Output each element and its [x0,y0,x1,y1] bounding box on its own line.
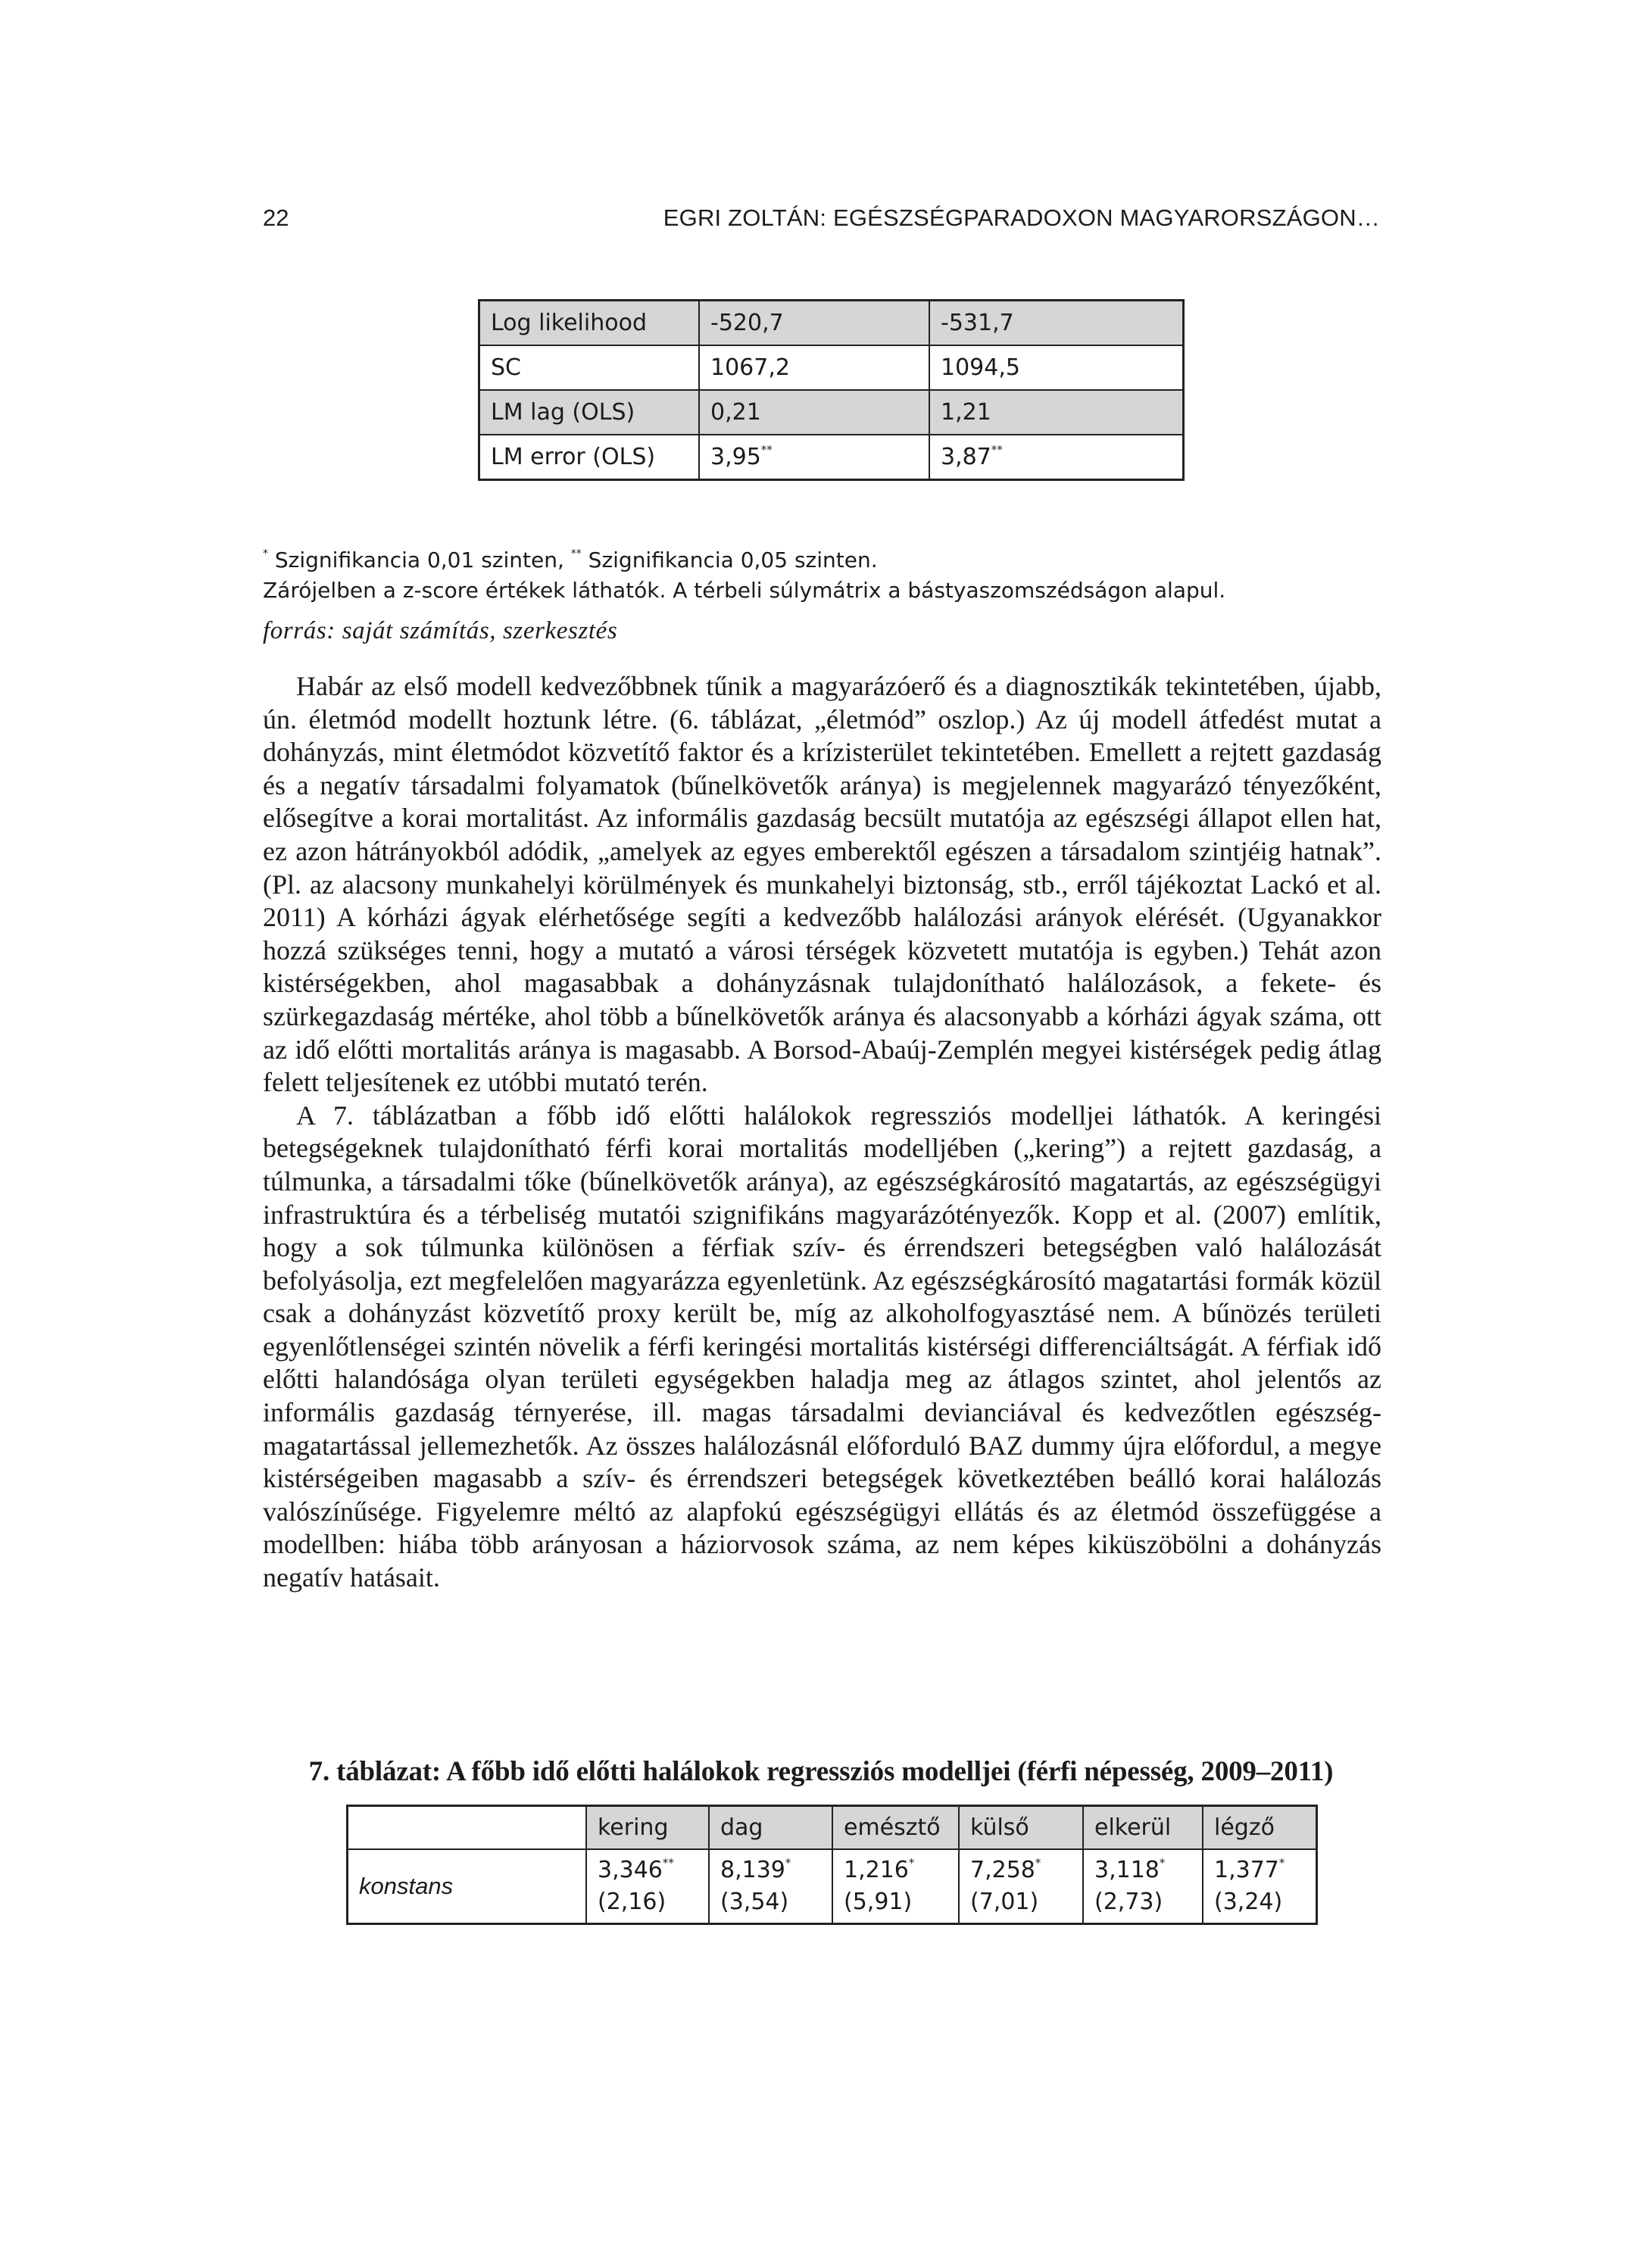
table-header-row [348,1806,1317,1850]
column-header: emésztő [832,1806,959,1850]
table-cell [959,1849,1083,1924]
table-cell [1203,1849,1317,1924]
z-score: (7,01) [970,1889,1039,1915]
zscore-note: Zárójelben a z-score értékek láthatók. A térbeli súlymátrix a bástyaszomszédságon alapul. [263,578,1226,603]
row-label: SC [479,345,700,390]
column-header: kering [586,1806,709,1850]
running-head: EGRI ZOLTÁN: EGÉSZSÉGPARADOXON MAGYARORSZÁGON… [663,204,1380,231]
significance-mark: ** [991,442,1003,457]
empty-header-cell [348,1806,587,1850]
table-row [479,390,1184,435]
z-score: (3,24) [1214,1889,1283,1915]
significance-mark: * [1278,1855,1285,1870]
cell-value: 3,87 [941,444,991,470]
regression-table [346,1805,1318,1925]
column-header: elkerül [1083,1806,1203,1850]
column-header: légző [1203,1806,1317,1850]
cell-value: -531,7 [941,310,1014,336]
cell-value: 1,21 [941,399,991,426]
significance-mark: * [1159,1855,1166,1870]
page-header [0,204,1642,235]
table-cell [929,435,1184,480]
row-label: Log likelihood [479,301,700,346]
significance-mark: * [785,1855,791,1870]
significance-mark: ** [662,1855,674,1870]
coefficient: 3,346 [598,1857,663,1883]
diagnostics-table [478,299,1185,481]
table-cell [709,1849,832,1924]
z-score: (3,54) [720,1889,789,1915]
footnote-mark: * [263,548,268,560]
coefficient: 7,258 [970,1857,1035,1883]
table-row [479,301,1184,346]
table-row [479,345,1184,390]
body-text [263,670,1381,1595]
table-cell [586,1849,709,1924]
z-score: (2,16) [598,1889,666,1915]
paragraph: A 7. táblázatban a főbb idő előtti halálokok regressziós modelljei láthatók. A keringési betegségeknek tulajdonítható férfi korai mortalitás modelljében („kering”) a rejtett gazdaság, a túlmunka, a társadalmi tőke (bűnelkövetők aránya), az egészségkárosító magatartás, az egészségügyi infrastruktúra és a térbeliség mutatói szignifikáns magyarázótényezők. Kopp et al. (2007) említik, hogy a sok túlmunka különösen a férfiak szív- és érrendszeri betegségben való halálozását befolyásolja, ezt megfelelően magyarázza egyenletünk. Az egészségkárosító magatartási formák közül csak a dohányzást közvetítő proxy került be, míg az alkoholfogyasztásé nem. A bűnözés területi egyenlőtlenségei szintén növelik a férfi keringési mortalitás kistérségi differenciáltságát. A férfiak idő előtti halandósága olyan területi egységekben haladja meg az átlagos szintet, ahol jelentős az informális gazdaság térnyerése, ill. magas társadalmi devianciával és kedvezőtlen egészség-magatartással jellemezhetők. Az összes halálozásnál előforduló BAZ dummy újra előfordul, a megye kistérségeiben magasabb a szív- és érrendszeri betegségek következtében beálló korai halálozás valószínűsége. Figyelemre méltó az alapfokú egészségügyi ellátás és az életmód összefüggése a modellben: hiába több arányosan a háziorvosok száma, az nem képes kiküszöbölni a dohányzás negatív hatásait. [263,1100,1381,1593]
significance-mark: ** [760,442,773,457]
footnote-mark: ** [570,548,582,560]
table-cell [699,435,929,480]
source-line: forrás: saját számítás, szerkesztés [263,617,618,644]
significance-note [263,545,1225,576]
table-cell [699,390,929,435]
coefficient: 8,139 [720,1857,785,1883]
column-header: külső [959,1806,1083,1850]
table-cell [699,301,929,346]
row-label: konstans [348,1849,587,1924]
table-notes [263,545,1225,606]
cell-value: 1094,5 [941,354,1020,381]
z-score: (2,73) [1094,1889,1163,1915]
cell-value: 3,95 [710,444,761,470]
row-label: LM error (OLS) [479,435,700,480]
cell-value: -520,7 [710,310,784,336]
table-cell [929,345,1184,390]
table-cell [929,301,1184,346]
significance-mark: * [908,1855,915,1870]
paragraph: Habár az első modell kedvezőbbnek tűnik a magyarázóerő és a diagnosztikák tekintetében, újabb, ún. életmód modellt hoztunk létre. (6. táblázat, „életmód” oszlop.) Az új modell átfedést mutat a dohányzás, mint életmódot közvetítő faktor és a krízisterület tekintetében. Emellett a rejtett gazdaság és a negatív társadalmi folyamatok (bűnelkövetők aránya) is megjelennek magyarázó tényezőként, elősegítve a korai mortalitást. Az informális gazdaság becsült mutatója az egészségi állapot ellen hat, ez azon hátrányokból adódik, „amelyek az egyes emberektől egészen a társadalom szintjéig hatnak”. (Pl. az alacsony munkahelyi körülmények és munkahelyi biztonság, stb., erről tájékoztat Lackó et al. 2011) A kórházi ágyak elérhetősége segíti a kedvezőbb halálozási arányok elérését. (Ugyanakkor hozzá szükséges tenni, hogy a mutató a városi térségek közvetett mutatója is egyben.) Tehát azon kistérségekben, ahol magasabbak a dohányzásnak tulajdonítható halálozások, a fekete- és szürkegazdaság mértéke, ahol több a bűnelkövetők aránya és alacsonyabb a kórházi ágyak száma, ott az idő előtti mortalitás aránya is magasabb. A Borsod-Abaúj-Zemplén megyei kistérségek pedig átlag felett teljesítenek ez utóbbi mutató terén. [263,671,1381,1098]
z-score: (5,91) [844,1889,913,1915]
significance-mark: * [1035,1855,1041,1870]
note-text: Szignifikancia 0,01 szinten, [268,548,571,572]
row-label: LM lag (OLS) [479,390,700,435]
coefficient: 1,377 [1214,1857,1279,1883]
coefficient: 3,118 [1094,1857,1160,1883]
coefficient: 1,216 [844,1857,909,1883]
table-cell [1083,1849,1203,1924]
table-row [479,435,1184,480]
column-header: dag [709,1806,832,1850]
page-number: 22 [263,204,289,231]
cell-value: 0,21 [710,399,761,426]
table-cell [699,345,929,390]
table-caption: 7. táblázat: A főbb idő előtti halálokok regressziós modelljei (férfi népesség, 2009–2011) [308,1756,1334,1787]
table-cell [929,390,1184,435]
table-row [348,1849,1317,1924]
note-text: Szignifikancia 0,05 szinten. [581,548,878,572]
table-cell [832,1849,959,1924]
cell-value: 1067,2 [710,354,790,381]
